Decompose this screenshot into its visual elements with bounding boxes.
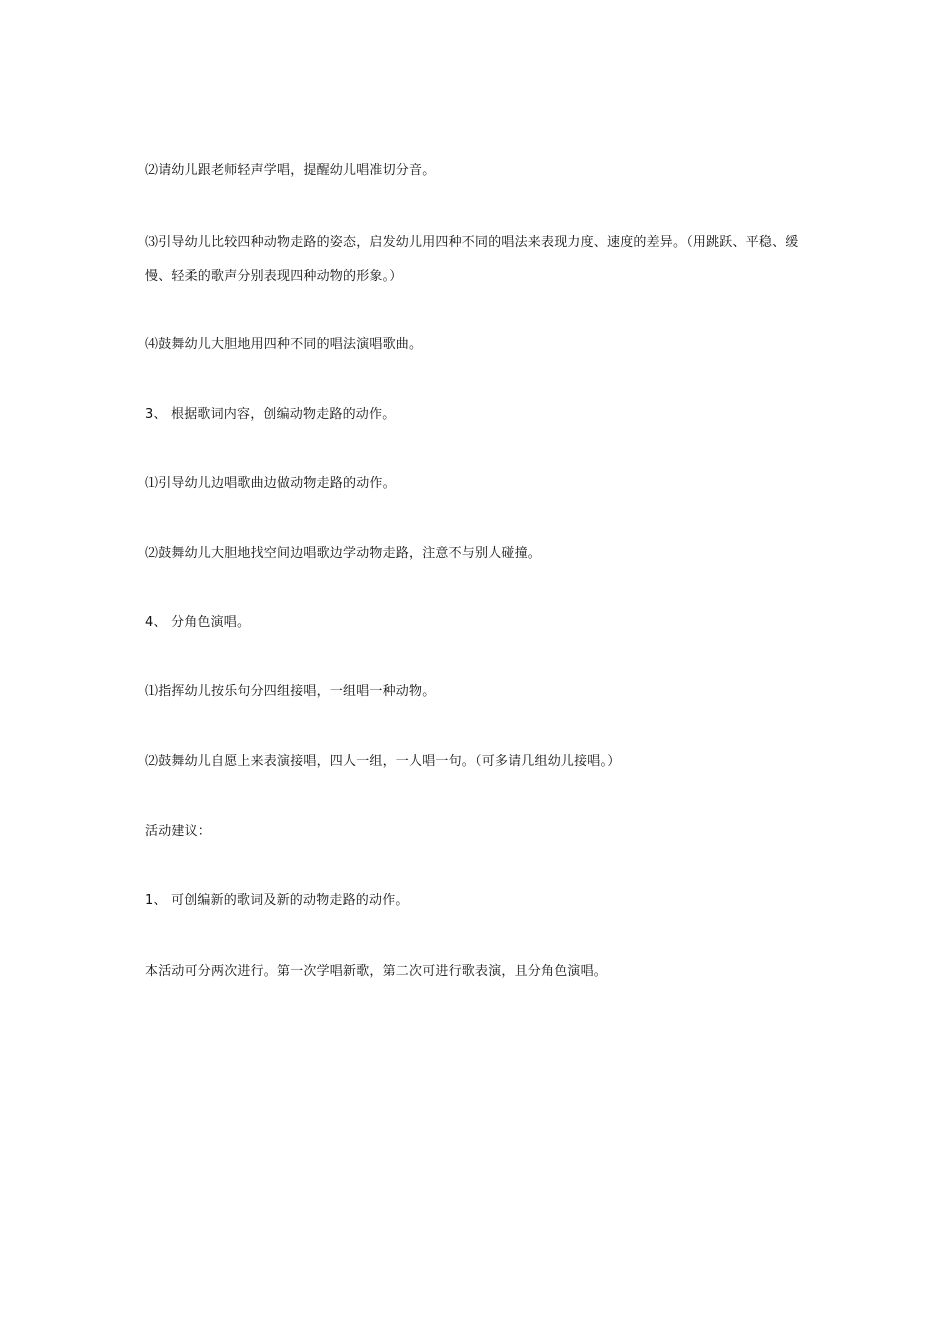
paragraph-step-3-2 <box>145 537 815 571</box>
paragraph-step-4-1 <box>145 675 815 709</box>
paragraph-step-2-2 <box>145 154 815 188</box>
heading-text: 根据歌词内容，创编动物走路的动作。 <box>166 407 396 422</box>
paragraph-text: ⑵鼓舞幼儿自愿上来表演接唱，四人一组，一人唱一句。（可多请几组幼儿接唱。） <box>145 754 621 769</box>
paragraph-text: ⑵鼓舞幼儿大胆地找空间边唱歌边学动物走路，注意不与别人碰撞。 <box>145 546 542 561</box>
list-number: 4、 <box>145 615 167 630</box>
paragraph-text: ⑴指挥幼儿按乐句分四组接唱，一组唱一种动物。 <box>145 684 436 699</box>
heading-text: 分角色演唱。 <box>166 615 251 630</box>
paragraph-text: ⑶引导幼儿比较四种动物走路的姿态，启发幼儿用四种不同的唱法来表现力度、速度的差异。（用跳跃、平稳、缓慢、轻柔的歌声分别表现四种动物的形象。） <box>145 235 799 284</box>
section-title-suggestions <box>145 815 815 849</box>
paragraph-step-2-4 <box>145 328 815 362</box>
paragraph-text: ⑴引导幼儿边唱歌曲边做动物走路的动作。 <box>145 476 396 491</box>
paragraph-step-2-3 <box>145 226 815 294</box>
paragraph-text: ⑵请幼儿跟老师轻声学唱，提醒幼儿唱准切分音。 <box>145 163 436 178</box>
suggestion-item-1 <box>145 884 815 918</box>
suggestion-text: 可创编新的歌词及新的动物走路的动作。 <box>166 893 409 908</box>
section-title-text: 活动建议： <box>145 824 212 839</box>
paragraph-text: 本活动可分两次进行。第一次学唱新歌，第二次可进行歌表演，且分角色演唱。 <box>145 964 608 979</box>
paragraph-step-4-2 <box>145 745 815 779</box>
paragraph-text: ⑷鼓舞幼儿大胆地用四种不同的唱法演唱歌曲。 <box>145 337 423 352</box>
heading-step-3 <box>145 398 815 432</box>
list-number: 1、 <box>145 893 167 908</box>
list-number: 3、 <box>145 407 167 422</box>
paragraph-step-3-1 <box>145 467 815 501</box>
paragraph-closing-note <box>145 955 815 989</box>
heading-step-4 <box>145 606 815 640</box>
